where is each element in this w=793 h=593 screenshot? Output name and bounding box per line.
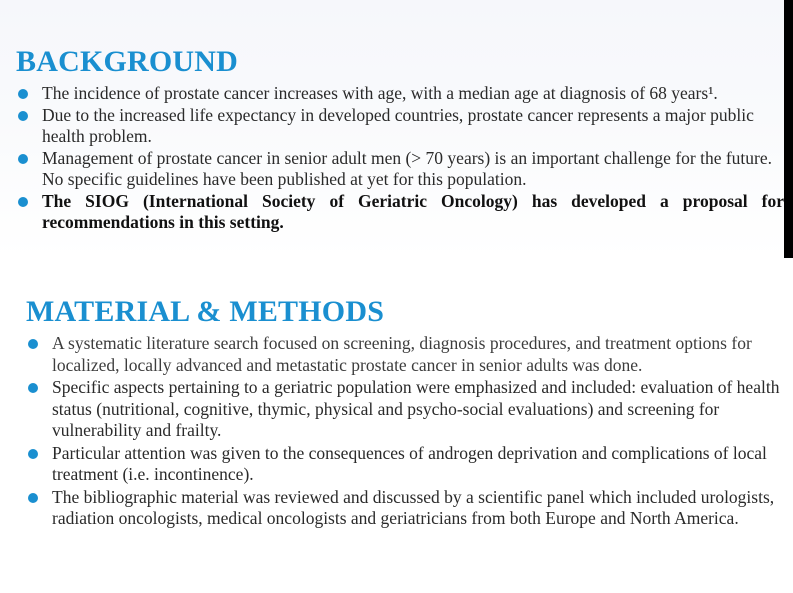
methods-heading: MATERIAL & METHODS <box>26 295 385 328</box>
list-item <box>16 83 784 105</box>
bullet-icon <box>18 197 28 207</box>
bullet-icon <box>18 89 28 99</box>
list-item <box>16 191 784 234</box>
bullet-icon <box>28 449 38 459</box>
list-item-text: The SIOG (International Society of Geriatric Oncology) has developed a proposal for recommendations in this setting. <box>42 190 784 232</box>
list-item-text: Particular attention was given to the consequences of androgen deprivation and complications of local treatment (i.e. incontinence). <box>52 442 767 484</box>
methods-section <box>26 296 786 531</box>
list-item-text: Management of prostate cancer in senior adult men (> 70 years) is an important challenge for the future. No specific guidelines have been published at yet for this population. <box>42 147 773 189</box>
background-section <box>16 46 784 234</box>
bullet-icon <box>28 339 38 349</box>
bullet-icon <box>28 383 38 393</box>
background-heading: BACKGROUND <box>16 45 239 78</box>
list-item-text: Due to the increased life expectancy in developed countries, prostate cancer represents a major public health problem. <box>42 104 754 146</box>
list-item-text: Specific aspects pertaining to a geriatric population were emphasized and included: evaluation of health status (nutritional, cognitive, thymic, physical and psycho-social evaluations) and screening for vulnerability and frailty. <box>52 377 780 440</box>
list-item <box>16 105 784 148</box>
bullet-icon <box>18 111 28 121</box>
background-list <box>16 83 784 234</box>
list-item-text: The incidence of prostate cancer increases with age, with a median age at diagnosis of 68 years¹. <box>42 83 718 103</box>
list-item <box>26 333 786 376</box>
list-item <box>26 487 786 530</box>
right-edge-bar <box>784 0 793 258</box>
list-item <box>26 443 786 486</box>
bullet-icon <box>18 154 28 164</box>
list-item-text: The bibliographic material was reviewed and discussed by a scientific panel which included urologists, radiation oncologists, medical oncologists and geriatricians from both Europe and North America. <box>52 486 775 528</box>
list-item <box>16 148 784 191</box>
methods-list <box>26 333 786 530</box>
bullet-icon <box>28 493 38 503</box>
list-item <box>26 377 786 442</box>
list-item-text: A systematic literature search focused on screening, diagnosis procedures, and treatment options for localized, locally advanced and metastatic prostate cancer in senior adults was done. <box>52 333 752 375</box>
